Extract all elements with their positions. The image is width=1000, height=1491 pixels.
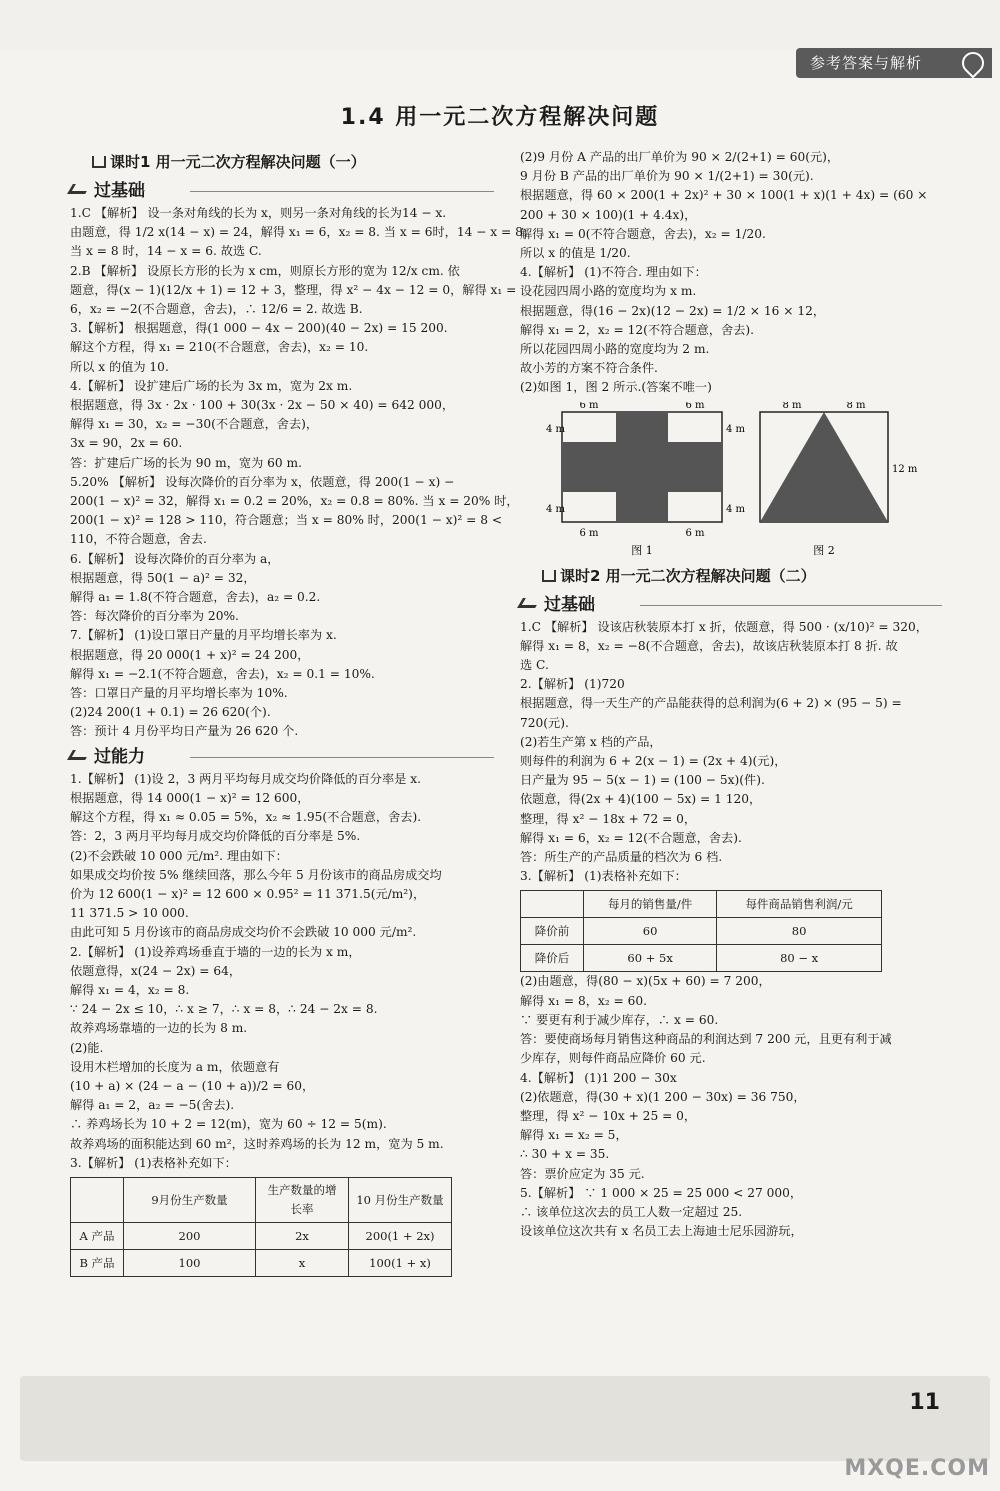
text-line: 3x = 90，2x = 60. (70, 436, 183, 451)
text-line: 所以花园四周小路的宽度均为 2 m. (520, 342, 710, 357)
continued-answers (520, 148, 948, 398)
text-line: 整理，得 x² − 10x + 25 = 0， (520, 1108, 697, 1123)
text-line: 答：票价应定为 35 元. (520, 1166, 645, 1181)
text-line: 解这个方程，得 x₁ = 210(不合题意，舍去)，x₂ = 10. (70, 340, 369, 355)
text-line: 解这个方程，得 x₁ ≈ 0.05 = 5%，x₂ ≈ 1.95(不合题意，舍去). (70, 810, 422, 825)
text-line: 设花园四周小路的宽度均为 x m. (520, 284, 697, 299)
dim-8m-right: 8 m (846, 401, 866, 411)
text-line: (2)依题意，得(30 + x)(1 200 − 30x) = 36 750， (520, 1089, 806, 1104)
text-line: 解得 x₁ = 2，x₂ = 12(不符合题意，舍去). (520, 322, 755, 337)
book-icon (542, 570, 556, 582)
text-line: 选 C. (520, 658, 549, 673)
text-line: 设用木栏增加的长度为 a m，依题意有 (70, 1059, 280, 1074)
dim-12m: 12 m (892, 463, 918, 475)
text-line: 所以 x 的值是 1/20. (520, 246, 631, 261)
text-line: 由题意，得 1/2 x(14 − x) = 24，解得 x₁ = 6，x₂ = 8. 当 x = 6时，14 − x = 8； (70, 225, 536, 240)
text-line: 整理，得 x² − 18x + 72 = 0， (520, 811, 697, 826)
text-line: 110，不符合题意，舍去. (70, 532, 207, 547)
check-icon (67, 750, 91, 760)
text-line: 设该单位这次共有 x 名员工去上海迪士尼乐园游玩， (520, 1224, 803, 1239)
section-basic: 过基础 (70, 178, 500, 204)
text-line: 2.B 【解析】 设原长方形的长为 x cm，则原长方形的宽为 12/x cm. 依 (70, 263, 460, 278)
text-line: 解得 x₁ = −2.1(不符合题意，舍去)，x₂ = 0.1 = 10%. (70, 666, 375, 681)
text-line: 答：要使商场每月销售这种商品的利润达到 7 200 元，且更有利于减 (520, 1032, 892, 1047)
dim-6m-bottom-left: 6 m (579, 527, 599, 539)
lesson-2-answers-continued (520, 972, 948, 1241)
text-line: (2)能. (70, 1040, 104, 1055)
text-line: 200 + 30 × 100)(1 + 4.4x)， (520, 207, 697, 222)
text-line: 根据题意，得 20 000(1 + x)² = 24 200， (70, 647, 310, 662)
text-line: 答：口罩日产量的月平均增长率为 10%. (70, 686, 288, 701)
text-line: 根据题意，得 50(1 − a)² = 32， (70, 570, 256, 585)
text-line: 根据题意，得 60 × 200(1 + 2x)² + 30 × 100(1 + x)(1 + 4x) = (60 × (520, 188, 928, 203)
text-line: ∵ 24 − 2x ≤ 10，∴ x ≥ 7，∴ x = 8，∴ 24 − 2x = 8. (70, 1002, 378, 1017)
text-line: 根据题意，得(16 − 2x)(12 − 2x) = 1/2 × 16 × 12， (520, 303, 826, 318)
text-line: 9 月份 B 产品的出厂单价为 90 × 1/(2+1) = 30(元). (520, 169, 814, 184)
basic-answers-left (70, 204, 536, 742)
text-line: 解得 x₁ = x₂ = 5， (520, 1128, 628, 1143)
text-line: 则每件的利润为 6 + 2(x − 1) = (2x + 4)(元)， (520, 754, 787, 769)
right-column (520, 148, 948, 1241)
dim-4m-left-bottom: 4 m (546, 503, 566, 515)
text-line: 解得 x₁ = 4，x₂ = 8. (70, 982, 190, 997)
lesson-1-heading: 课时1 用一元二次方程解决问题（一） (70, 148, 500, 176)
ability-answers (70, 770, 500, 1173)
text-line: 2.【解析】 (1)设养鸡场垂直于墙的一边的长为 x m， (70, 944, 361, 959)
text-line: 解得 x₁ = 8，x₂ = 60. (520, 993, 648, 1008)
text-line: 价为 12 600(1 − x)² = 12 600 × 0.95² = 11 371.5(元/m²)， (70, 886, 426, 901)
text-line: 如果成交均价按 5% 继续回落，那么今年 5 月份该市的商品房成交均 (70, 867, 442, 882)
text-line: 6.【解析】 设每次降价的百分率为 a， (70, 551, 280, 566)
text-line: 3.【解析】 (1)表格补充如下： (520, 869, 687, 884)
text-line: 3.【解析】 (1)表格补充如下： (70, 1155, 237, 1170)
text-line: 7.【解析】 (1)设口罩日产量的月平均增长率为 x. (70, 628, 337, 643)
text-line: 解得 x₁ = 30，x₂ = −30(不合题意，舍去)， (70, 417, 319, 432)
text-line: 解得 a₁ = 1.8(不符合题意，舍去)，a₂ = 0.2. (70, 590, 321, 605)
text-line: 720(元). (520, 715, 569, 730)
page-number: 11 (909, 1390, 940, 1415)
text-line: 1.C 【解析】 设该店秋装原本打 x 折，依题意，得 500 · (x/10)² = 320， (520, 619, 928, 634)
text-line: 解得 x₁ = 8，x₂ = −8(不合题意，舍去)，故该店秋装原本打 8 折. 故 (520, 638, 898, 653)
dim-8m-left: 8 m (782, 401, 802, 411)
watermark: MXQE.COM (844, 1456, 990, 1481)
text-line: ∵ 要更有利于减少库存，∴ x = 60. (520, 1012, 719, 1027)
text-line: 11 371.5 > 10 000. (70, 906, 189, 921)
text-line: 故养鸡场的面积能达到 60 m²，这时养鸡场的长为 12 m，宽为 5 m. (70, 1136, 444, 1151)
text-line: 4.【解析】 (1)1 200 − 30x (520, 1070, 677, 1085)
text-line: 4.【解析】 设扩建后广场的长为 3x m，宽为 2x m. (70, 378, 353, 393)
text-line: 答：扩建后广场的长为 90 m，宽为 60 m. (70, 455, 302, 470)
text-line: 故小芳的方案不符合条件. (520, 361, 658, 376)
book-icon (92, 156, 106, 168)
text-line: 5.20% 【解析】 设每次降价的百分率为 x，依题意，得 200(1 − x) − (70, 474, 455, 489)
header-tag-label: 参考答案与解析 (810, 54, 923, 72)
top-band (0, 0, 1000, 50)
text-line: (10 + a) × (24 − a − (10 + a))/2 = 60， (70, 1078, 315, 1093)
figures (520, 402, 948, 562)
lesson-2-heading: 课时2 用一元二次方程解决问题（二） (520, 562, 948, 590)
text-line: 由此可知 5 月份该市的商品房成交均价不会跌破 10 000 元/m². (70, 925, 417, 940)
text-line: 答：每次降价的百分率为 20%. (70, 609, 239, 624)
dim-4m-right-bottom: 4 m (726, 503, 746, 515)
text-line: 解得 a₁ = 2，a₂ = −5(舍去). (70, 1098, 235, 1113)
section-ability: 过能力 (70, 744, 500, 770)
text-line: 4.【解析】 (1)不符合. 理由如下： (520, 265, 707, 280)
text-line: 根据题意，得 14 000(1 − x)² = 12 600， (70, 790, 310, 805)
dim-6m-bottom-right: 6 m (685, 527, 705, 539)
text-line: 根据题意，得 3x · 2x · 100 + 30(3x · 2x − 50 × 40) = 642 000， (70, 398, 455, 413)
text-line: 答：2，3 两月平均每月成交均价降低的百分率是 5%. (70, 829, 361, 844)
text-line: 3.【解析】 根据题意，得(1 000 − 4x − 200)(40 − 2x) = 15 200. (70, 321, 448, 336)
figure-1 (546, 402, 746, 557)
check-icon (517, 598, 541, 608)
dim-6m-top-left: 6 m (579, 401, 599, 411)
text-line: 少库存，则每件商品应降价 60 元. (520, 1051, 706, 1066)
text-line: 依题意，得(2x + 4)(100 − 5x) = 1 120， (520, 792, 762, 807)
figure-1-label: 图 1 (631, 543, 653, 557)
production-table: 9月份生产数量 生产数量的增长率 10 月份生产数量 A 产品 200 2x 200(1 + 2x) B 产品 100 x 100(1 + x) (70, 1177, 452, 1277)
left-column (70, 148, 536, 1277)
text-line: 答：预计 4 月份平均日产量为 26 620 个. (70, 724, 299, 739)
text-line: 200(1 − x)² = 128 > 110，符合题意；当 x = 80% 时，200(1 − x)² = 8 < (70, 513, 503, 528)
text-line: (2)如图 1，图 2 所示.(答案不唯一) (520, 380, 712, 395)
page-title: 1.4 用一元二次方程解决问题 (340, 105, 660, 130)
text-line: (2)由题意，得(80 − x)(5x + 60) = 7 200， (520, 974, 771, 989)
dim-4m-right-top: 4 m (726, 423, 746, 435)
lesson-2-answers (520, 618, 948, 887)
text-line: 答：所生产的产品质量的档次为 6 档. (520, 850, 723, 865)
text-line: 6，x₂ = −2(不合题意，舍去)，∴ 12/6 = 2. 故选 B. (70, 302, 363, 317)
text-line: (2)9 月份 A 产品的出厂单价为 90 × 2/(2+1) = 60(元)， (520, 150, 840, 164)
garden-diagrams (520, 402, 940, 562)
text-line: ∴ 30 + x = 35. (520, 1147, 610, 1162)
text-line: 1.C 【解析】 设一条对角线的长为 x，则另一条对角线的长为14 − x. (70, 206, 447, 220)
check-icon (67, 184, 91, 194)
sales-table: 每月的销售量/件 每件商品销售利润/元 降价前 60 80 降价后 60 + 5x 80 − x (520, 890, 882, 972)
figure-2 (760, 402, 918, 557)
text-line: 题意，得(x − 1)(12/x + 1) = 12 + 3，整理，得 x² − 4x − 12 = 0，解得 x₁ = (70, 282, 517, 297)
figure-2-label: 图 2 (813, 543, 835, 557)
text-line: (2)若生产第 x 档的产品， (520, 734, 662, 749)
text-line: 根据题意，得一天生产的产品能获得的总利润为(6 + 2) × (95 − 5) = (520, 696, 902, 711)
dim-4m-left-top: 4 m (546, 423, 566, 435)
section-basic-2: 过基础 (520, 592, 948, 618)
text-line: 当 x = 8 时，14 − x = 6. 故选 C. (70, 244, 262, 259)
text-line: ∴ 该单位这次去的员工人数一定超过 25. (520, 1204, 743, 1219)
text-line: 5.【解析】 ∵ 1 000 × 25 = 25 000 < 27 000， (520, 1185, 803, 1200)
text-line: 所以 x 的值为 10. (70, 359, 169, 374)
footer-band (20, 1376, 990, 1461)
text-line: (2)不会跌破 10 000 元/m². 理由如下： (70, 848, 288, 863)
text-line: 依题意得，x(24 − 2x) = 64， (70, 963, 242, 978)
text-line: (2)24 200(1 + 0.1) = 26 620(个). (70, 705, 271, 720)
text-line: 200(1 − x)² = 32，解得 x₁ = 0.2 = 20%，x₂ = 0.8 = 80%. 当 x = 20% 时， (70, 494, 519, 509)
text-line: 解得 x₁ = 6，x₂ = 12(不合题意，舍去). (520, 830, 742, 845)
text-line: 解得 x₁ = 0(不符合题意，舍去)，x₂ = 1/20. (520, 226, 766, 241)
dim-6m-top-right: 6 m (685, 401, 705, 411)
header-tag (796, 48, 992, 78)
rocket-icon (957, 47, 988, 78)
text-line: 日产量为 95 − 5(x − 1) = (100 − 5x)(件). (520, 773, 765, 788)
text-line: 2.【解析】 (1)720 (520, 677, 625, 692)
text-line: 故养鸡场靠墙的一边的长为 8 m. (70, 1021, 248, 1036)
text-line: 1.【解析】 (1)设 2，3 两月平均每月成交均价降低的百分率是 x. (70, 771, 421, 786)
text-line: ∴ 养鸡场长为 10 + 2 = 12(m)，宽为 60 ÷ 12 = 5(m). (70, 1117, 387, 1132)
